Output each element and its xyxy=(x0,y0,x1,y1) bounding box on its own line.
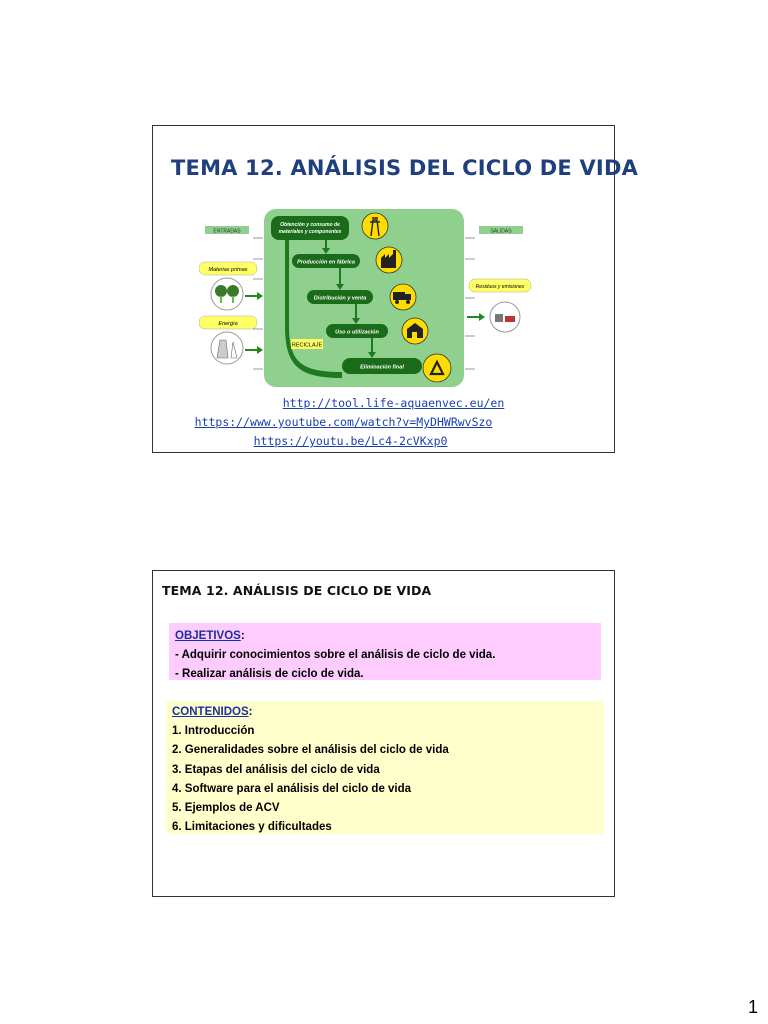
contenidos-box xyxy=(166,701,604,834)
contenido-item: 1. Introducción xyxy=(172,725,255,738)
svg-text:Distribución y venta: Distribución y venta xyxy=(313,295,367,302)
stage-5 xyxy=(342,358,422,374)
slide-2-title: TEMA 12. ANÁLISIS DE CICLO DE VIDA xyxy=(162,583,432,598)
stage-3 xyxy=(307,290,373,304)
factory-icon xyxy=(376,247,402,273)
power-plant-icon xyxy=(211,332,243,364)
link-youtube-watch[interactable]: https://www.youtube.com/watch?v=MyDHWRwvSzo xyxy=(194,415,493,429)
energia-label: Energía xyxy=(218,321,238,327)
stage-4 xyxy=(326,324,388,338)
page-number: 1 xyxy=(747,997,758,1017)
slide-1-title: TEMA 12. ANÁLISIS DEL CICLO DE VIDA xyxy=(171,156,639,180)
link-tool-life[interactable]: http://tool.life-aquaenvec.eu/en xyxy=(282,396,505,410)
svg-text:Obtención y consumo de: Obtención y consumo de xyxy=(280,222,340,228)
slide-2 xyxy=(152,570,615,897)
link-youtu-be[interactable]: https://youtu.be/Lc4-2cVKxp0 xyxy=(253,434,448,448)
contenido-item: 3. Etapas del análisis del ciclo de vida xyxy=(172,763,380,776)
house-icon xyxy=(402,318,428,344)
contenido-item: 2. Generalidades sobre el análisis del ciclo de vida xyxy=(172,744,449,757)
contenido-item: 4. Software para el análisis del ciclo de vida xyxy=(172,782,412,795)
svg-text:Producción en fábrica: Producción en fábrica xyxy=(297,259,355,266)
svg-text:Uso o utilización: Uso o utilización xyxy=(335,329,379,336)
residuos-label: Residuos y emisiones xyxy=(475,284,525,290)
svg-text:Eliminación final: Eliminación final xyxy=(360,364,404,371)
mining-tower-icon xyxy=(362,213,388,239)
salidas-label: SALIDAS xyxy=(490,228,512,235)
slide-1 xyxy=(152,125,639,453)
stage-1 xyxy=(271,216,349,240)
materias-primas-label: Materias primas xyxy=(208,267,248,273)
waste-emissions-icon xyxy=(490,302,520,332)
contenidos-heading: CONTENIDOS: xyxy=(172,706,253,718)
truck-icon xyxy=(390,284,416,310)
contenido-item: 5. Ejemplos de ACV xyxy=(172,802,280,815)
svg-text:materiales y componentes: materiales y componentes xyxy=(278,229,342,235)
recycle-icon xyxy=(423,354,451,382)
life-cycle-diagram xyxy=(199,206,539,390)
objetivo-item: - Realizar análisis de ciclo de vida. xyxy=(175,668,364,680)
stage-2 xyxy=(292,254,360,268)
contenido-item: 6. Limitaciones y dificultades xyxy=(172,821,332,834)
trees-icon xyxy=(211,278,243,310)
reference-links xyxy=(153,394,614,451)
objetivo-item: - Adquirir conocimientos sobre el análisis de ciclo de vida. xyxy=(175,649,496,661)
reciclaje-label: RECICLAJE xyxy=(291,342,323,349)
objetivos-box xyxy=(169,623,601,680)
entradas-label: ENTRADAS xyxy=(213,228,241,235)
objetivos-heading: OBJETIVOS: xyxy=(175,630,245,642)
